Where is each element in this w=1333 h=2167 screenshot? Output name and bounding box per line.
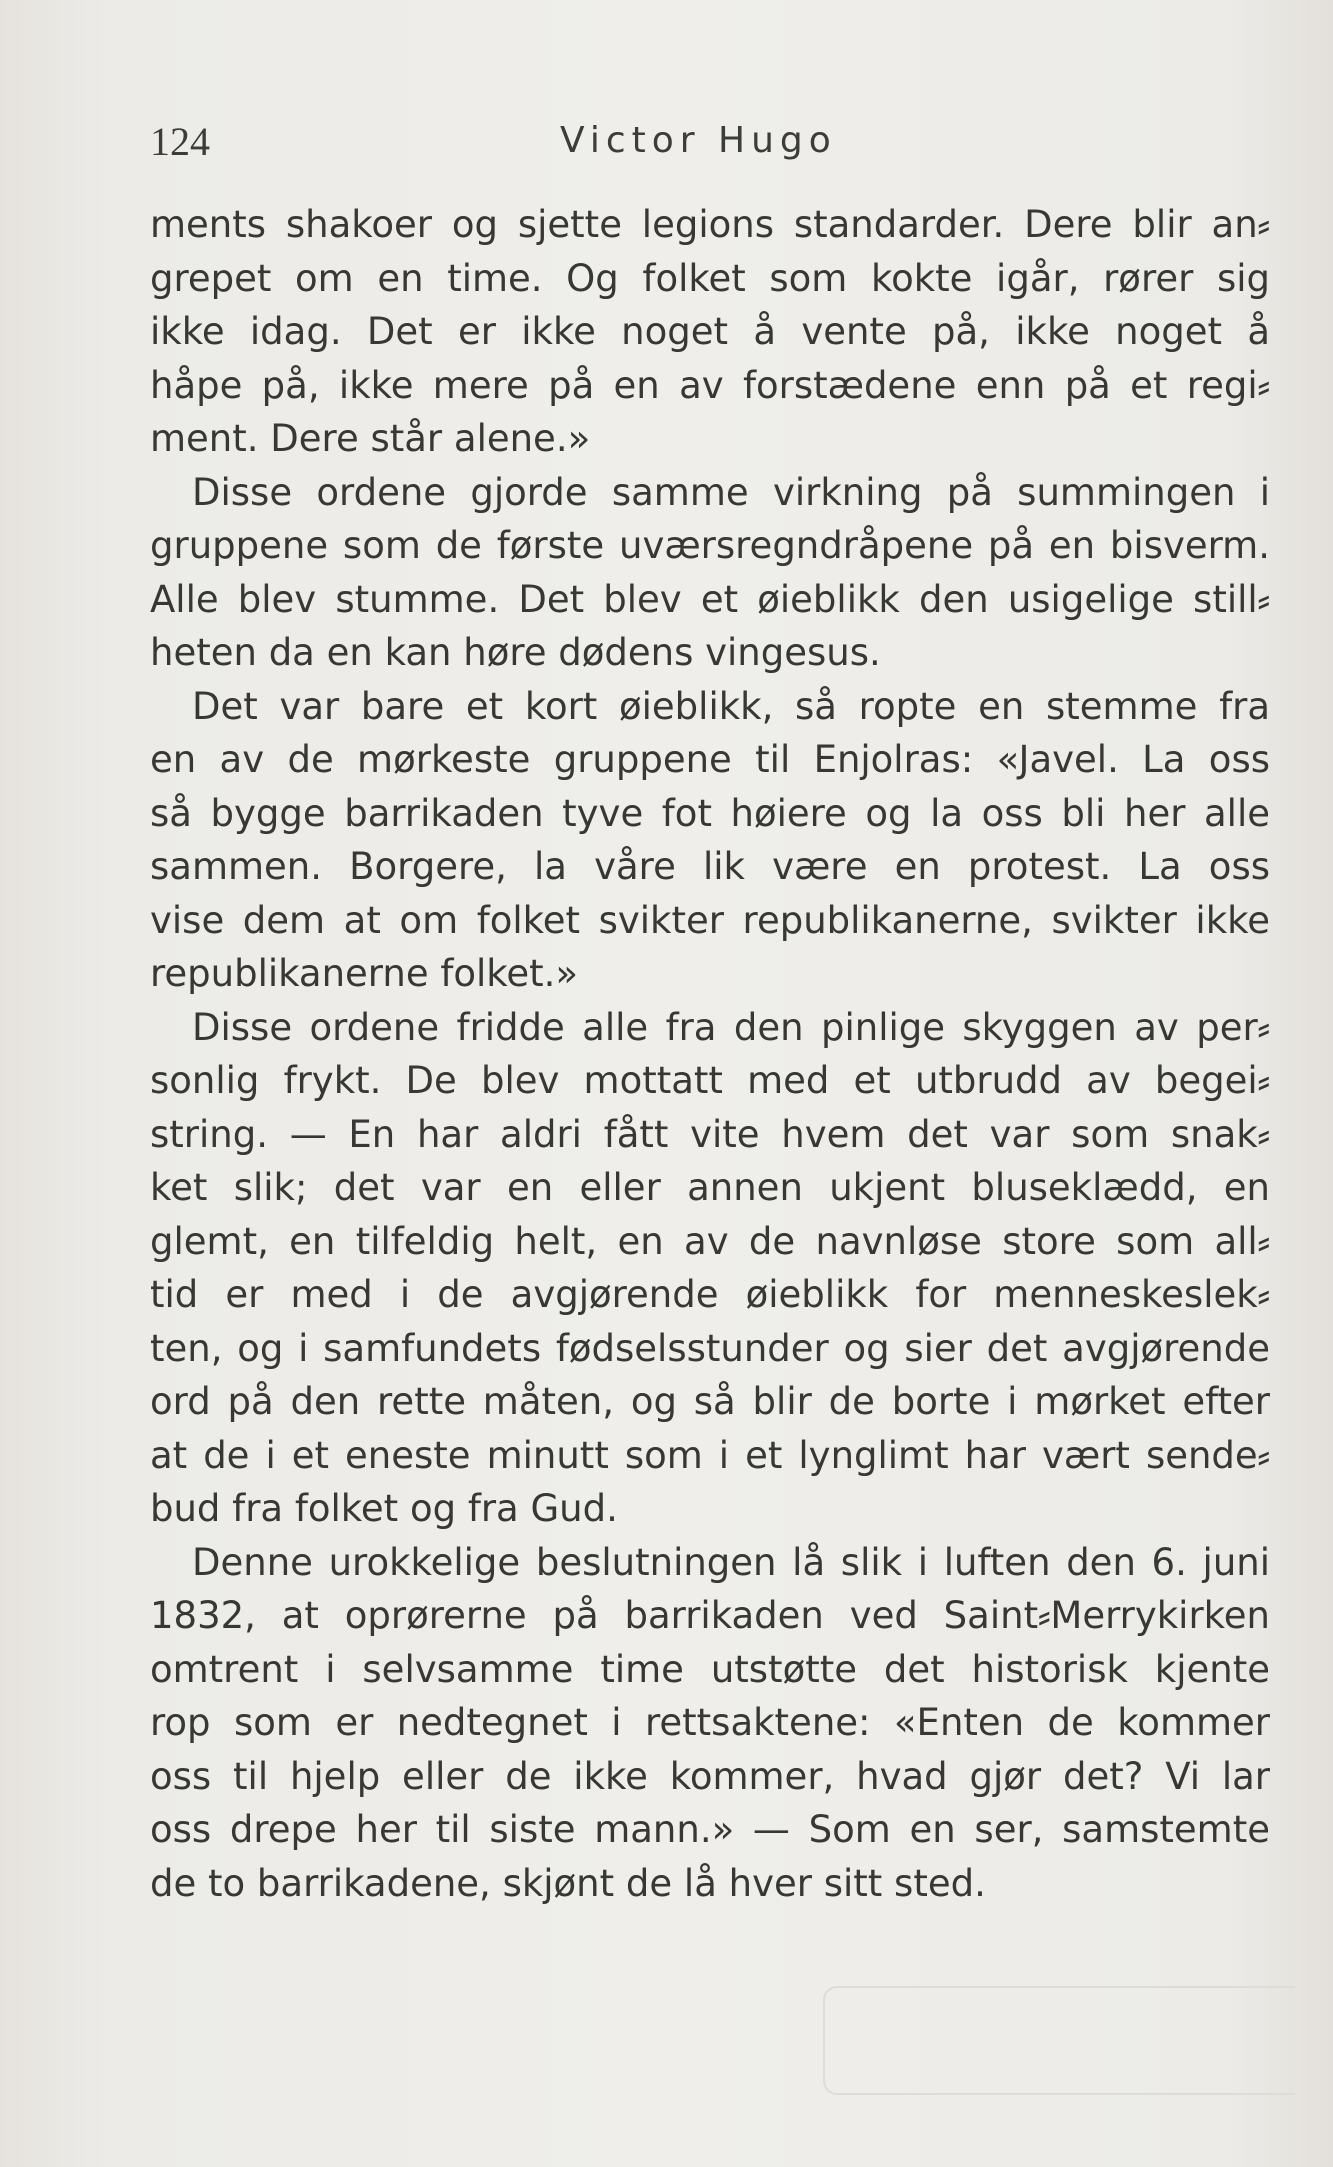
- running-head: Victor Hugo: [560, 120, 837, 161]
- text-line: oss drepe her til siste mann.» — Som en ser, samstemte: [150, 1808, 1270, 1851]
- text-line: vise dem at om folket svikter republikanerne, svikter ikke: [150, 898, 1270, 942]
- page-header: [150, 118, 1280, 178]
- text-line: Denne urokkelige beslutningen lå slik i luften den 6. juni: [192, 1540, 1270, 1584]
- page-number: 124: [150, 119, 210, 164]
- text-line: ord på den rette måten, og så blir de borte i mørket efter: [150, 1380, 1270, 1423]
- text-line: så bygge barrikaden tyve fot høiere og la oss bli her alle: [150, 791, 1270, 835]
- text-line: glemt, en tilfeldig helt, en av de navnløse store som all⸗: [150, 1219, 1270, 1263]
- text-line: ket slik; det var en eller annen ukjent bluseklædd, en: [150, 1166, 1270, 1209]
- text-line: rop som er nedtegnet i rettsaktene: «Enten de kommer: [150, 1701, 1270, 1744]
- text-line: Alle blev stumme. Det blev et øieblikk den usigelige still⸗: [150, 577, 1270, 621]
- text-line: oss til hjelp eller de ikke kommer, hvad gjør det? Vi lar: [150, 1754, 1270, 1798]
- text-line: Disse ordene fridde alle fra den pinlige skyggen av per⸗: [192, 1005, 1270, 1049]
- text-line: 1832, at oprørerne på barrikaden ved Saint⸗Merrykirken: [150, 1594, 1270, 1637]
- text-line: string. — En har aldri fått vite hvem det var som snak⸗: [150, 1112, 1270, 1156]
- text-line: ikke idag. Det er ikke noget å vente på, ikke noget å: [150, 310, 1270, 353]
- text-line: ment. Dere står alene.»: [150, 417, 591, 460]
- text-line: tid er med i de avgjørende øieblikk for menneskeslek⸗: [150, 1273, 1270, 1316]
- text-line: Disse ordene gjorde samme virkning på summingen i: [192, 470, 1270, 514]
- text-line: gruppene som de første uværsregndråpene på en bisverm.: [150, 524, 1270, 567]
- text-line: grepet om en time. Og folket som kokte igår, rører sig: [150, 256, 1270, 300]
- text-line: sammen. Borgere, la våre lik være en protest. La oss: [150, 845, 1270, 888]
- text-line: sonlig frykt. De blev mottatt med et utbrudd av begei⸗: [150, 1059, 1270, 1102]
- page-corner-mark: [823, 1986, 1295, 2095]
- text-line: håpe på, ikke mere på en av forstædene enn på et regi⸗: [150, 363, 1270, 407]
- text-line: en av de mørkeste gruppene til Enjolras: «Javel. La oss: [150, 738, 1270, 781]
- text-line: de to barrikadene, skjønt de lå hver sitt sted.: [150, 1861, 986, 1905]
- text-line: ten, og i samfundets fødselsstunder og sier det avgjørende: [150, 1326, 1270, 1370]
- text-line: at de i et eneste minutt som i et lynglimt har vært sende⸗: [150, 1433, 1270, 1477]
- text-line: bud fra folket og fra Gud.: [150, 1487, 618, 1530]
- text-line: republikanerne folket.»: [150, 952, 579, 995]
- text-line: omtrent i selvsamme time utstøtte det historisk kjente: [150, 1647, 1270, 1691]
- body-text: [150, 198, 1270, 1910]
- text-line: heten da en kan høre dødens vingesus.: [150, 631, 881, 674]
- text-line: Det var bare et kort øieblikk, så ropte en stemme fra: [192, 684, 1270, 728]
- text-line: ments shakoer og sjette legions standarder. Dere blir an⸗: [150, 203, 1270, 246]
